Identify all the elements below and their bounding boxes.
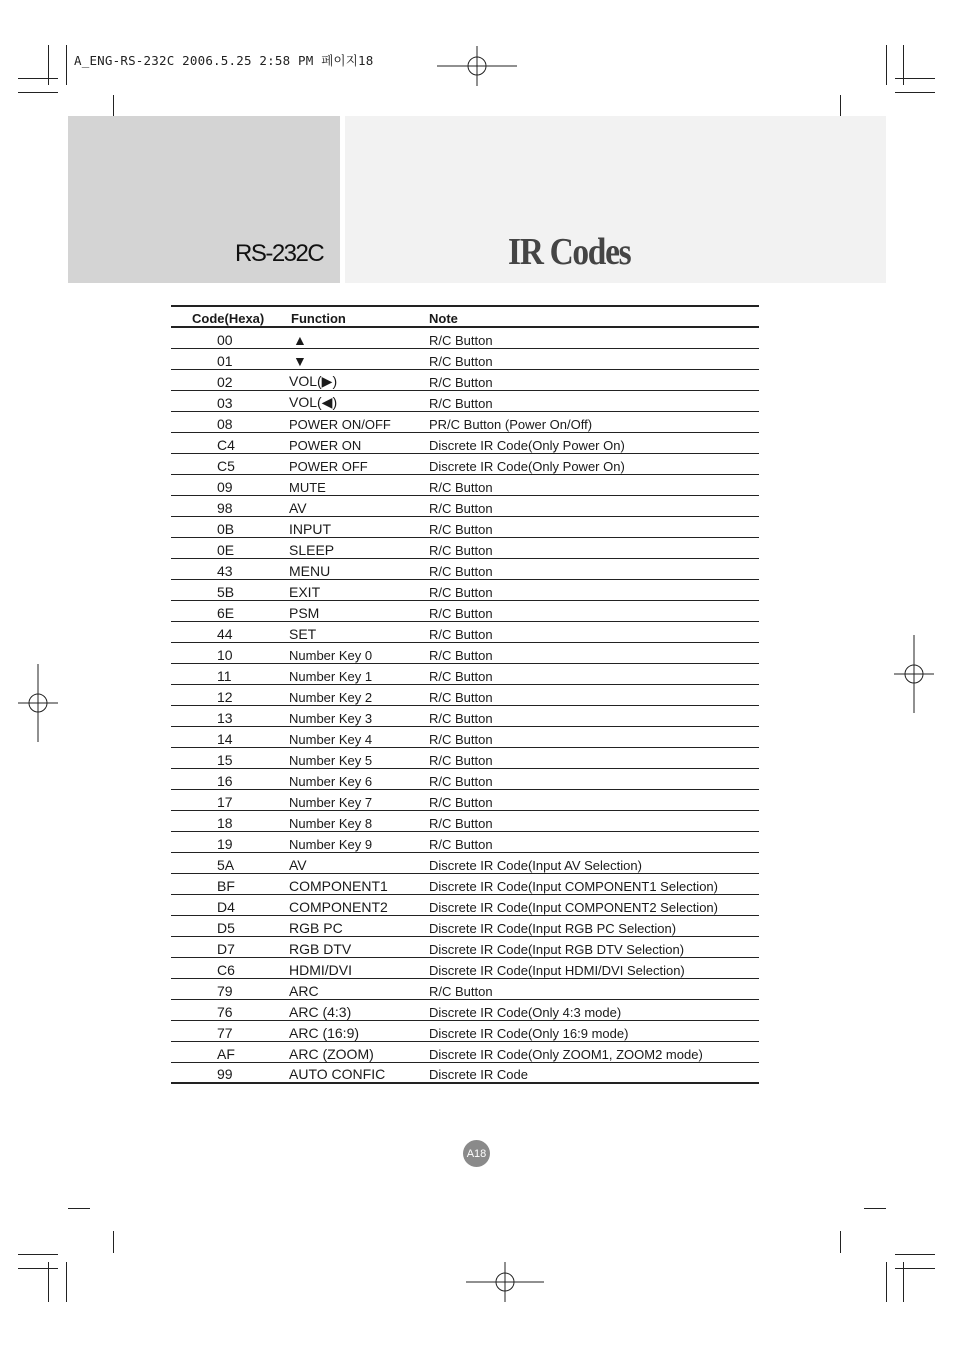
cell-code: 16 bbox=[171, 768, 289, 789]
cell-function: POWER ON bbox=[289, 432, 429, 453]
cell-note: R/C Button bbox=[429, 747, 759, 768]
cell-code: 08 bbox=[171, 411, 289, 432]
cell-note: R/C Button bbox=[429, 474, 759, 495]
table-row bbox=[171, 642, 759, 663]
table-row bbox=[171, 663, 759, 684]
cell-note: Discrete IR Code(Input HDMI/DVI Selection) bbox=[429, 957, 759, 978]
table-row bbox=[171, 705, 759, 726]
cell-note: R/C Button bbox=[429, 705, 759, 726]
column-header-note: Note bbox=[429, 306, 759, 327]
cell-function: AUTO CONFIC bbox=[289, 1062, 429, 1083]
cell-code: 19 bbox=[171, 831, 289, 852]
cell-note: R/C Button bbox=[429, 390, 759, 411]
registration-mark-left bbox=[18, 664, 58, 742]
cell-code: 44 bbox=[171, 621, 289, 642]
cell-function: RGB PC bbox=[289, 915, 429, 936]
cell-note: R/C Button bbox=[429, 348, 759, 369]
cell-function: ▲ bbox=[289, 327, 429, 348]
cell-code: C4 bbox=[171, 432, 289, 453]
cell-note: R/C Button bbox=[429, 600, 759, 621]
cell-note: R/C Button bbox=[429, 684, 759, 705]
cell-function: COMPONENT1 bbox=[289, 873, 429, 894]
cell-note: Discrete IR Code(Input COMPONENT2 Selection) bbox=[429, 894, 759, 915]
table-row bbox=[171, 747, 759, 768]
cell-function: Number Key 2 bbox=[289, 684, 429, 705]
cell-function: MUTE bbox=[289, 474, 429, 495]
cell-function: ▼ bbox=[289, 348, 429, 369]
page-title: IR Codes bbox=[508, 231, 631, 273]
cell-code: 17 bbox=[171, 789, 289, 810]
cell-note: R/C Button bbox=[429, 789, 759, 810]
table-row bbox=[171, 495, 759, 516]
table-row bbox=[171, 726, 759, 747]
cell-function: ARC (4:3) bbox=[289, 999, 429, 1020]
cell-function: SLEEP bbox=[289, 537, 429, 558]
page-number-badge: A18 bbox=[463, 1140, 490, 1167]
cell-code: 10 bbox=[171, 642, 289, 663]
cell-function: HDMI/DVI bbox=[289, 957, 429, 978]
cell-code: 6E bbox=[171, 600, 289, 621]
cell-code: AF bbox=[171, 1041, 289, 1062]
ir-codes-table bbox=[171, 305, 759, 1084]
cell-function: POWER ON/OFF bbox=[289, 411, 429, 432]
cell-note: R/C Button bbox=[429, 810, 759, 831]
table-row bbox=[171, 915, 759, 936]
table-row bbox=[171, 936, 759, 957]
cell-note: PR/C Button (Power On/Off) bbox=[429, 411, 759, 432]
table-row bbox=[171, 894, 759, 915]
cell-code: D7 bbox=[171, 936, 289, 957]
table-row bbox=[171, 684, 759, 705]
table-row bbox=[171, 369, 759, 390]
table-row bbox=[171, 453, 759, 474]
cell-code: 43 bbox=[171, 558, 289, 579]
cell-note: R/C Button bbox=[429, 663, 759, 684]
cell-code: 12 bbox=[171, 684, 289, 705]
table-row bbox=[171, 873, 759, 894]
cell-function: Number Key 4 bbox=[289, 726, 429, 747]
table-row bbox=[171, 432, 759, 453]
cell-note: Discrete IR Code(Only 16:9 mode) bbox=[429, 1020, 759, 1041]
cell-note: R/C Button bbox=[429, 831, 759, 852]
cell-code: 02 bbox=[171, 369, 289, 390]
cell-note: R/C Button bbox=[429, 621, 759, 642]
cell-code: 5A bbox=[171, 852, 289, 873]
print-slug: A_ENG-RS-232C 2006.5.25 2:58 PM 페이지18 bbox=[74, 53, 374, 68]
table-row bbox=[171, 999, 759, 1020]
cell-code: 76 bbox=[171, 999, 289, 1020]
cell-code: 00 bbox=[171, 327, 289, 348]
table-row bbox=[171, 390, 759, 411]
table-row bbox=[171, 579, 759, 600]
table-row bbox=[171, 852, 759, 873]
cell-function: MENU bbox=[289, 558, 429, 579]
table-row bbox=[171, 600, 759, 621]
table-row bbox=[171, 978, 759, 999]
cell-code: C5 bbox=[171, 453, 289, 474]
cell-function: Number Key 9 bbox=[289, 831, 429, 852]
cell-function: Number Key 3 bbox=[289, 705, 429, 726]
cell-code: 13 bbox=[171, 705, 289, 726]
cell-note: Discrete IR Code(Input AV Selection) bbox=[429, 852, 759, 873]
column-header-code: Code(Hexa) bbox=[171, 306, 289, 327]
cell-code: 0E bbox=[171, 537, 289, 558]
table-row bbox=[171, 474, 759, 495]
cell-code: 11 bbox=[171, 663, 289, 684]
cell-note: Discrete IR Code(Input RGB PC Selection) bbox=[429, 915, 759, 936]
cell-function: INPUT bbox=[289, 516, 429, 537]
cell-note: R/C Button bbox=[429, 726, 759, 747]
cell-code: 15 bbox=[171, 747, 289, 768]
table-row bbox=[171, 621, 759, 642]
cell-note: R/C Button bbox=[429, 978, 759, 999]
cell-code: 98 bbox=[171, 495, 289, 516]
cell-note: Discrete IR Code(Input RGB DTV Selection) bbox=[429, 936, 759, 957]
table-row bbox=[171, 810, 759, 831]
cell-note: R/C Button bbox=[429, 327, 759, 348]
cell-note: R/C Button bbox=[429, 558, 759, 579]
cell-code: 01 bbox=[171, 348, 289, 369]
cell-note: R/C Button bbox=[429, 369, 759, 390]
cell-code: BF bbox=[171, 873, 289, 894]
cell-function: VOL(▶) bbox=[289, 369, 429, 390]
cell-code: 99 bbox=[171, 1062, 289, 1083]
cell-function: COMPONENT2 bbox=[289, 894, 429, 915]
cell-note: R/C Button bbox=[429, 516, 759, 537]
cell-note: R/C Button bbox=[429, 579, 759, 600]
table-row bbox=[171, 1020, 759, 1041]
cell-code: 03 bbox=[171, 390, 289, 411]
cell-note: Discrete IR Code(Input COMPONENT1 Selection) bbox=[429, 873, 759, 894]
cell-note: Discrete IR Code(Only ZOOM1, ZOOM2 mode) bbox=[429, 1041, 759, 1062]
cell-note: Discrete IR Code(Only Power On) bbox=[429, 453, 759, 474]
cell-note: Discrete IR Code bbox=[429, 1062, 759, 1083]
cell-code: D5 bbox=[171, 915, 289, 936]
cell-function: SET bbox=[289, 621, 429, 642]
table-row bbox=[171, 768, 759, 789]
registration-mark-top bbox=[437, 46, 517, 86]
table-row bbox=[171, 789, 759, 810]
cell-note: R/C Button bbox=[429, 642, 759, 663]
cell-function: VOL(◀) bbox=[289, 390, 429, 411]
cell-code: 77 bbox=[171, 1020, 289, 1041]
cell-code: 09 bbox=[171, 474, 289, 495]
cell-note: R/C Button bbox=[429, 768, 759, 789]
cell-function: RGB DTV bbox=[289, 936, 429, 957]
cell-function: PSM bbox=[289, 600, 429, 621]
column-header-function: Function bbox=[289, 306, 429, 327]
cell-function: ARC bbox=[289, 978, 429, 999]
cell-note: R/C Button bbox=[429, 495, 759, 516]
cell-function: Number Key 8 bbox=[289, 810, 429, 831]
cell-note: Discrete IR Code(Only Power On) bbox=[429, 432, 759, 453]
cell-code: 5B bbox=[171, 579, 289, 600]
table-row bbox=[171, 348, 759, 369]
cell-function: AV bbox=[289, 852, 429, 873]
table-row bbox=[171, 1041, 759, 1062]
cell-function: AV bbox=[289, 495, 429, 516]
cell-function: POWER OFF bbox=[289, 453, 429, 474]
cell-code: C6 bbox=[171, 957, 289, 978]
table-row bbox=[171, 516, 759, 537]
table-row bbox=[171, 957, 759, 978]
cell-code: D4 bbox=[171, 894, 289, 915]
cell-function: ARC (16:9) bbox=[289, 1020, 429, 1041]
cell-code: 79 bbox=[171, 978, 289, 999]
cell-note: R/C Button bbox=[429, 537, 759, 558]
cell-code: 18 bbox=[171, 810, 289, 831]
table-header-row bbox=[171, 306, 759, 327]
cell-code: 0B bbox=[171, 516, 289, 537]
table-row bbox=[171, 411, 759, 432]
cell-note: Discrete IR Code(Only 4:3 mode) bbox=[429, 999, 759, 1020]
cell-function: Number Key 7 bbox=[289, 789, 429, 810]
cell-function: EXIT bbox=[289, 579, 429, 600]
cell-function: ARC (ZOOM) bbox=[289, 1041, 429, 1062]
registration-mark-right bbox=[894, 635, 934, 713]
cell-function: Number Key 6 bbox=[289, 768, 429, 789]
table-row bbox=[171, 537, 759, 558]
cell-code: 14 bbox=[171, 726, 289, 747]
table-row bbox=[171, 1062, 759, 1083]
cell-function: Number Key 1 bbox=[289, 663, 429, 684]
cell-function: Number Key 0 bbox=[289, 642, 429, 663]
section-label: RS-232C bbox=[235, 240, 324, 267]
table-row bbox=[171, 831, 759, 852]
table-row bbox=[171, 327, 759, 348]
registration-mark-bottom bbox=[466, 1262, 544, 1302]
cell-function: Number Key 5 bbox=[289, 747, 429, 768]
table-row bbox=[171, 558, 759, 579]
